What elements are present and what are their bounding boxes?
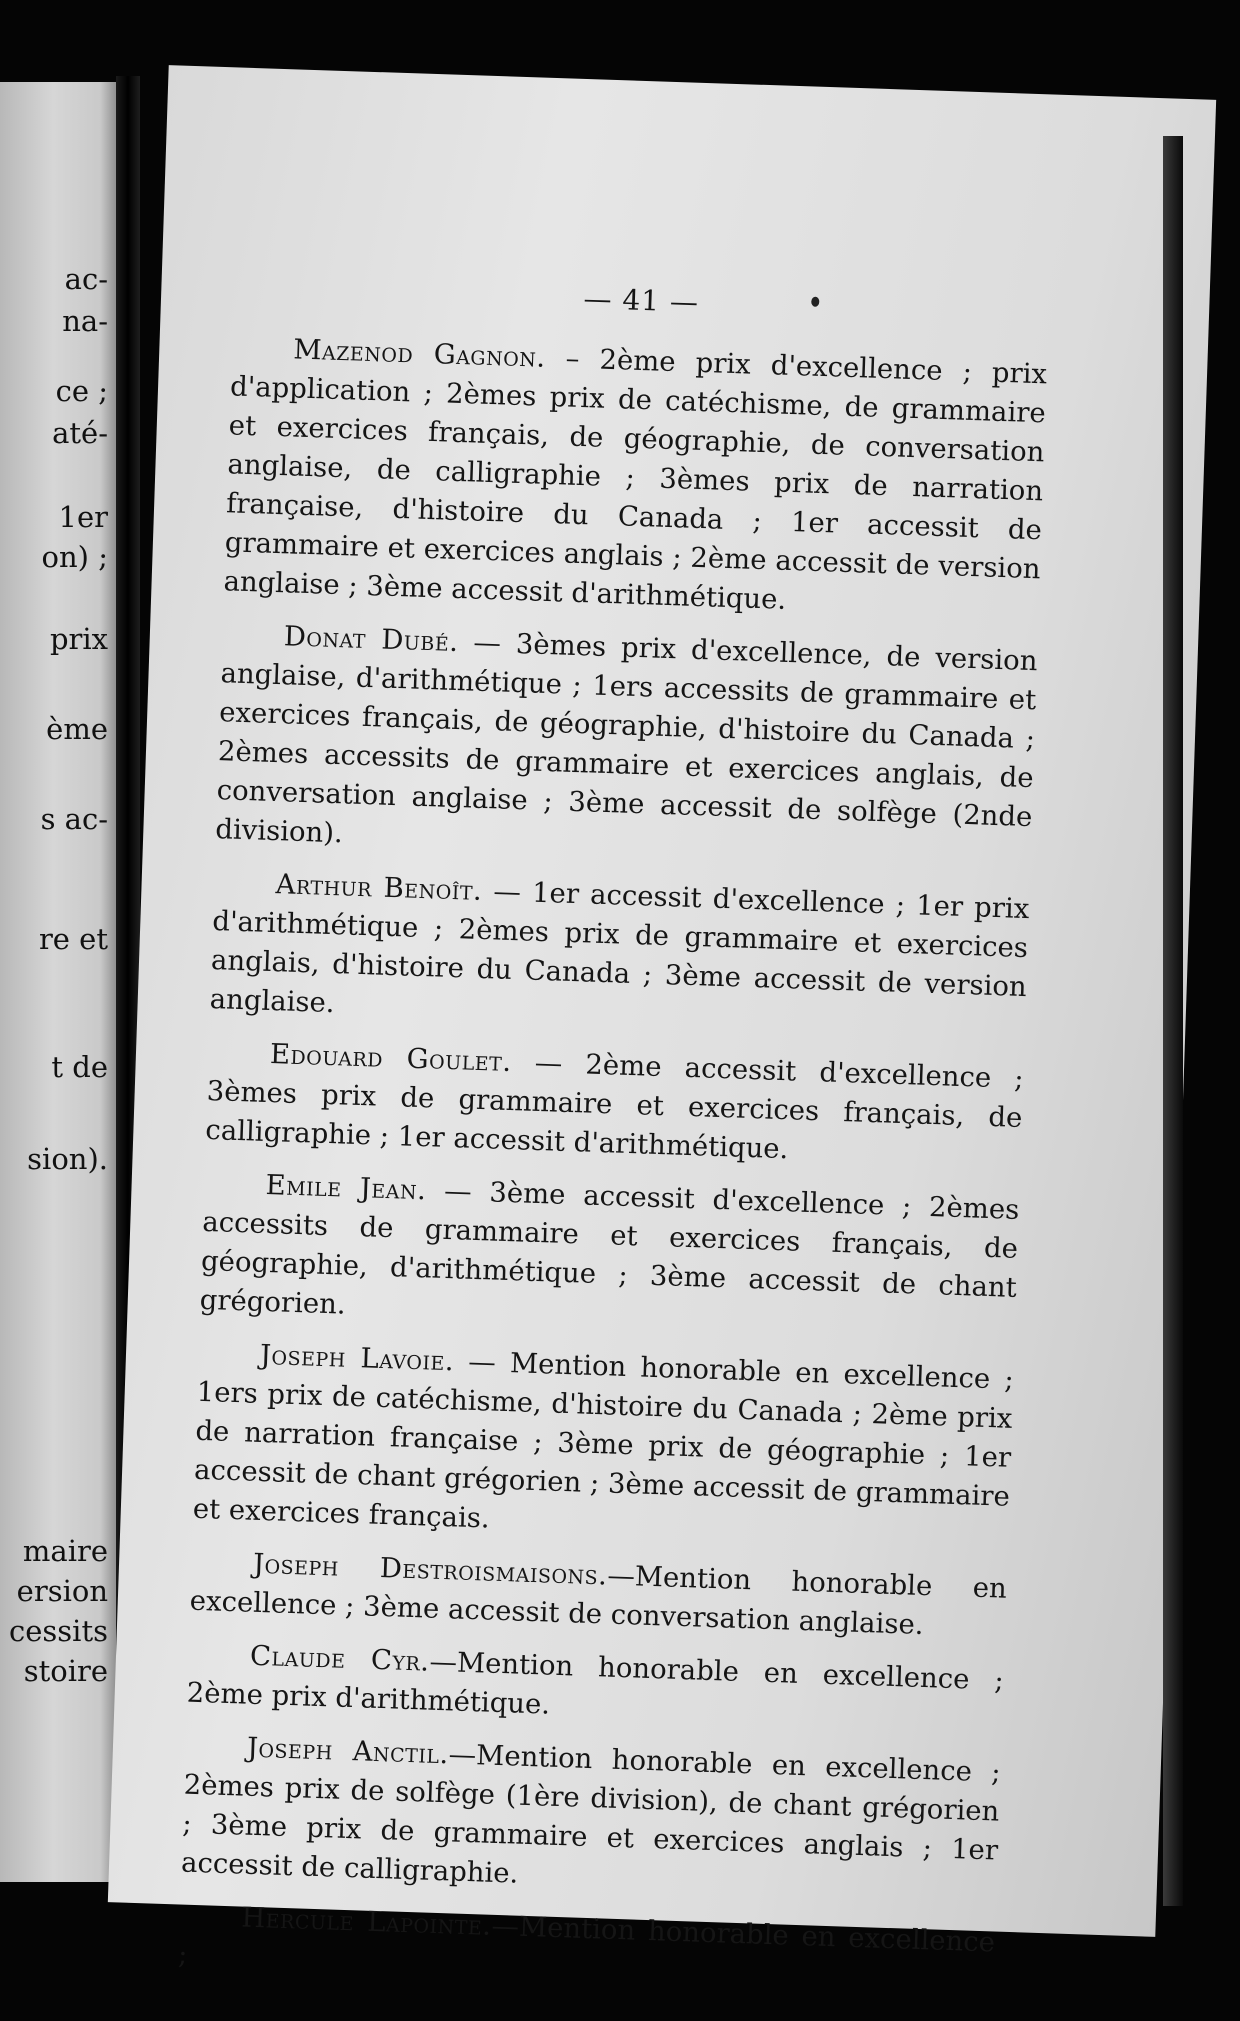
- prize-entry: [223, 328, 1048, 628]
- prize-list: – 2ème prix d'excellence ; prix d'application ; 2èmes prix de catéchisme, de grammaire et exercices français, de géographie, de conversation anglaise, de calligraphie ; 3èmes prix de narration française, d'histoire du Canada ; 1er accessit de grammaire et exercices anglais ; 2ème accessit de version anglaise ; 3ème accessit d'arithmétique.: [223, 341, 1048, 616]
- student-name: Emile Jean.: [265, 1168, 427, 1207]
- prize-list: —Mention honorable en excellence ; 2èmes prix de solfège (1ère division), de chant grégorien ; 3ème prix de grammaire et exercices anglais ; 1er accessit de calligraphie.: [180, 1738, 1002, 1890]
- prize-entry: [186, 1635, 1004, 1740]
- prize-list: — 3èmes prix d'excellence, de version anglaise, d'arithmétique ; 1ers accessits de grammaire et exercices français, de géographie, d'histoire du Canada ; 2èmes accessits de grammaire et exercices anglais, de conversation anglaise ; 3ème accessit de solfège (2nde division).: [214, 626, 1039, 850]
- left-page-fragment: maire: [22, 1534, 108, 1568]
- left-page-fragment: prix: [49, 622, 108, 656]
- left-page-fragment: 1er: [58, 500, 108, 534]
- left-page-fragment: s ac-: [40, 802, 108, 836]
- prize-list: — 2ème accessit d'excellence ; 3èmes prix de grammaire et exercices français, de calligraphie ; 1er accessit d'arithmétique.: [204, 1046, 1025, 1166]
- prize-entry: [209, 863, 1030, 1046]
- left-page-fragment: ce ;: [55, 374, 108, 408]
- student-name: Joseph Destroismaisons.: [252, 1547, 608, 1592]
- prize-entry: [199, 1164, 1020, 1347]
- prize-entry: [205, 1033, 1024, 1177]
- prize-entry: [189, 1543, 1007, 1648]
- student-name: Claude Cyr.: [249, 1639, 431, 1678]
- student-name: Joseph Anctil.: [246, 1731, 450, 1771]
- page-number: — 41 —: [582, 282, 700, 319]
- student-name: Donat Dubé.: [283, 620, 460, 659]
- left-page-fragment: ersion: [16, 1574, 108, 1608]
- page-text-block: [177, 267, 1050, 2015]
- prize-list: — 3ème accessit d'excellence ; 2èmes accessits de grammaire et exercices français, de géographie, d'arithmétique ; 3ème accessit de chant grégorien.: [199, 1174, 1020, 1321]
- left-page-fragment: na-: [62, 304, 108, 338]
- prize-list: —Mention honorable en excellence ; 2ème prix d'arithmétique.: [186, 1645, 1005, 1721]
- student-name: Arthur Benoît.: [275, 868, 483, 907]
- book-page: [108, 65, 1216, 1971]
- left-page-fragment: re et: [38, 922, 108, 956]
- right-page-edge: [1163, 136, 1183, 1906]
- left-page-fragment: ème: [46, 712, 108, 746]
- left-page-fragment: stoire: [23, 1654, 108, 1688]
- student-name: Mazenod Gagnon.: [292, 333, 547, 374]
- prize-list: —Mention honorable en excellence ; 3ème accessit de conversation anglaise.: [189, 1559, 1008, 1642]
- left-page-fragment: on) ;: [41, 540, 108, 574]
- left-page-edge: [0, 82, 118, 1882]
- prize-entry: [215, 615, 1038, 876]
- left-page-fragment: t de: [51, 1050, 108, 1084]
- student-name: Joseph Lavoie.: [259, 1338, 455, 1378]
- student-name: Hercule Lapointe.: [240, 1901, 493, 1942]
- prize-list: —Mention honorable en excellence ;: [177, 1909, 996, 1971]
- prize-entry: [177, 1897, 995, 2002]
- prize-entry: [192, 1334, 1014, 1556]
- left-page-fragment: até-: [52, 416, 108, 450]
- left-page-fragment: cessits: [9, 1614, 108, 1648]
- left-page-fragment: ac-: [64, 262, 108, 296]
- prize-entry: [181, 1727, 1002, 1910]
- prize-list: — 1er accessit d'excellence ; 1er prix d'arithmétique ; 2èmes prix de grammaire et exercices anglais, d'histoire du Canada ; 3ème accessit de version anglaise.: [209, 874, 1030, 1020]
- left-page-fragment: sion).: [27, 1142, 108, 1176]
- student-name: Edouard Goulet.: [269, 1038, 513, 1079]
- prize-list: — Mention honorable en excellence ; 1ers prix de catéchisme, d'histoire du Canada ; 2ème prix de narration française ; 3ème prix de géographie ; 1er accessit de chant grégorien ; 3ème accessit de grammaire et exercices français.: [192, 1345, 1015, 1535]
